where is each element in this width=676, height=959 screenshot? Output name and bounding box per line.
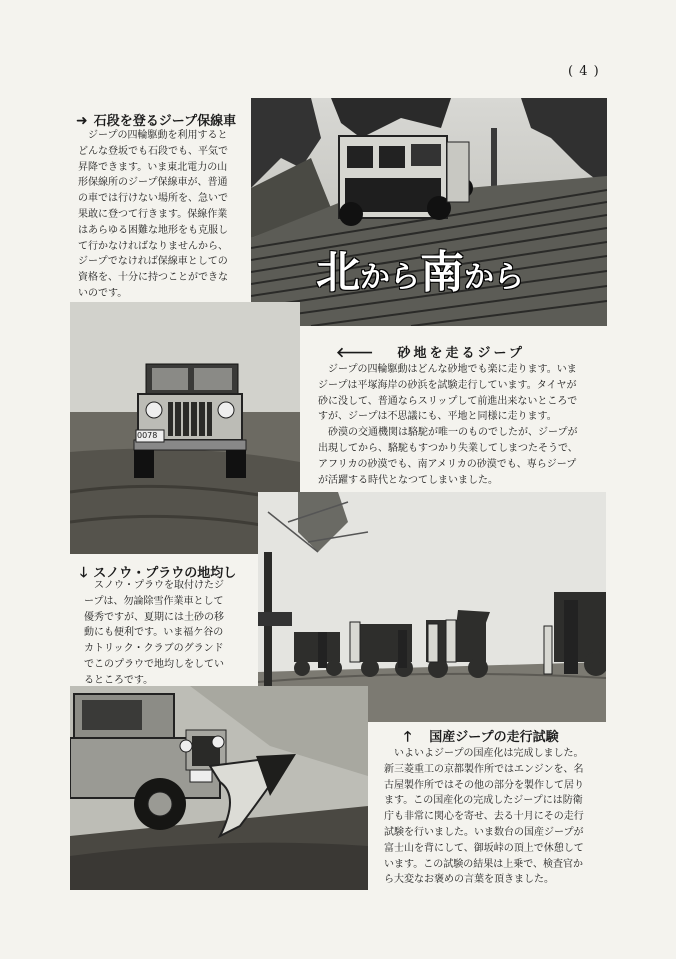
license-plate: 0078	[137, 431, 158, 440]
stairs-line: どんな登坂でも石段でも、平気で	[78, 145, 228, 157]
arrow-up-icon: 🡑	[404, 729, 412, 745]
arrow-right-icon: ➜	[76, 113, 88, 129]
banner-kara-1: から	[360, 260, 420, 295]
snow-title: スノウ・プラウの地均し	[93, 566, 237, 581]
snow-line: でこのプラウで地均しをしてい	[84, 658, 224, 670]
stairs-line: 資格を、十分に持つことができな	[78, 272, 228, 284]
stairs-line: て行かなければなりませんから、	[78, 240, 228, 252]
domestic-line: ら大変なお褒めの言葉を頂きました。	[384, 874, 554, 886]
domestic-line: いよいよジープの国産化は完成しました。	[394, 748, 584, 759]
snow-line: るところです。	[84, 674, 154, 686]
stairs-heading	[76, 110, 236, 129]
stairs-line: 昇降できます。いま東北電力の山	[78, 161, 228, 173]
stairs-line: 果敢に登つて行きます。保線作業	[78, 208, 228, 220]
stairs-line: 形保線所のジープ保線車が、普通	[78, 177, 228, 189]
sand-line: アフリカの砂漠でも、南アメリカの砂漠でも、専らジープ	[318, 458, 577, 470]
snow-text	[84, 578, 240, 689]
sand-line: 砂に没して、普通ならスリップして前進出来ないところで	[318, 395, 578, 407]
stairs-line: ジープでなければ保線車としての	[78, 256, 228, 268]
arrow-left-icon: 🡐	[336, 345, 374, 361]
snow-line: ープは、勿論除雪作業車として	[84, 595, 224, 607]
sand-title: 砂地を走るジープ	[397, 346, 525, 361]
sand-line: 砂漠の交通機関は駱駝が唯一のものでしたが、ジープが	[328, 427, 578, 439]
domestic-text	[384, 746, 608, 888]
banner-title	[316, 236, 524, 300]
banner-kita: 北	[316, 247, 360, 298]
sand-line: が活躍する時代となつてしまいました。	[318, 474, 498, 486]
domestic-title: 国産ジープの走行試験	[429, 730, 559, 745]
sand-line: すが、ジープは不思議にも、平地と同様に走ります。	[318, 411, 557, 423]
stairs-line: ジープの四輪駆動を利用すると	[88, 130, 228, 141]
stairs-line: いのです。	[78, 287, 128, 299]
plow-jeep-photo	[70, 686, 368, 890]
stairs-line: はあらゆる困難な地形をも克服し	[78, 224, 228, 236]
sand-text	[318, 362, 606, 488]
snow-line: 優秀ですが、夏期には土砂の移	[84, 611, 224, 623]
domestic-line: 庁も非常に関心を寄せ、去る十月にその走行	[384, 811, 584, 823]
domestic-line: 新三菱重工の京都製作所ではエンジンを、名	[384, 763, 584, 775]
page-number: ( 4 )	[568, 64, 600, 79]
domestic-line: います。この試験の結果は上乗で、検査官か	[384, 858, 583, 870]
domestic-line: 古屋製作所ではその他の部分を製作して居り	[384, 779, 584, 791]
sand-line: 出現してから、駱駝もすつかり失業してしまつたそうで、	[318, 442, 578, 454]
sand-line: ジープは平塚海岸の砂浜を試験走行しています。タイヤが	[318, 379, 577, 391]
banner-minami: 南	[420, 247, 464, 298]
stairs-line: の車では行けない場所を、急いで	[78, 193, 228, 205]
domestic-line: 富士山を背にして、御坂峠の頂上で休憩して	[384, 842, 584, 854]
stairs-text	[78, 128, 244, 302]
stairs-title: 石段を登るジープ保線車	[93, 114, 237, 129]
banner-kara-2: から	[464, 260, 524, 295]
sand-line: ジープの四輪駆動はどんな砂地でも楽に走ります。いま	[328, 364, 577, 375]
domestic-line: 試験を行いました。いま数台の国産ジープが	[384, 826, 584, 838]
snow-line: カトリック・クラブのグランド	[84, 643, 224, 655]
snow-line: スノウ・プラウを取付けたジ	[94, 580, 224, 591]
sand-heading	[336, 342, 525, 361]
domestic-line: ます。この国産化の完成したジープには防衛	[384, 795, 583, 807]
snow-line: 動にも便利です。いま福ケ谷の	[84, 627, 224, 639]
arrow-down-icon: 🡓	[80, 565, 88, 581]
